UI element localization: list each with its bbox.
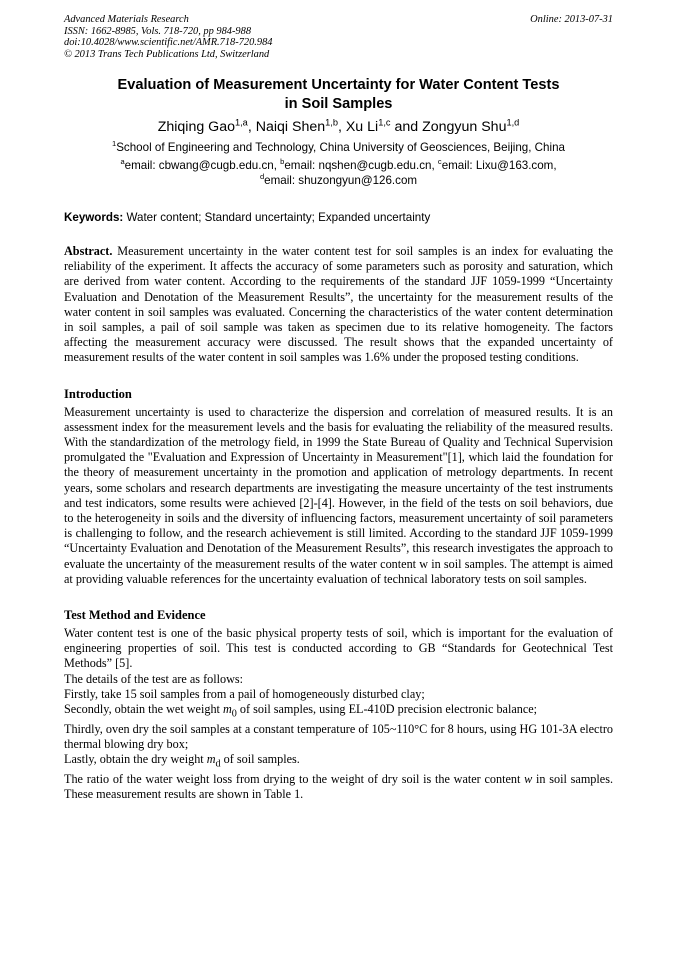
method-body — [64, 626, 613, 802]
step-text: of soil samples. — [220, 752, 300, 767]
section-heading-introduction: Introduction — [64, 386, 132, 401]
method-step-second — [64, 702, 613, 722]
email-text: email: Lixu@163.com, — [441, 159, 557, 172]
author-superscript: 1,c — [378, 117, 391, 128]
step-text: of soil samples, using EL-410D precision electronic balance; — [236, 702, 538, 717]
online-date: Online: 2013-07-31 — [530, 14, 613, 25]
author-separator: , — [247, 119, 256, 135]
email-text: email: nqshen@cugb.edu.cn, — [284, 159, 438, 172]
keywords-text: Water content; Standard uncertainty; Expanded uncertainty — [123, 211, 431, 224]
ratio-text: in soil samples. These measurement results are shown in Table 1. — [64, 771, 613, 801]
email-superscript: c — [437, 157, 442, 167]
paper-title — [64, 76, 613, 114]
email-line-1 — [64, 158, 613, 173]
email-superscript: d — [259, 172, 265, 182]
introduction-body: Measurement uncertainty is used to characterize the dispersion and correlation of measured results. It is an assessment index for the measurement levels and the basis for evaluating the reliability of the measured results. With the standardization of the metrology field, in 1999 the State Bureau of Quality and Technical Supervision promulgated the "Evaluation and Expression of Uncertainty in Measurement"[1], which laid the foundation for the theory of measurement uncertainty in the promotion and application of metrology departments. In recent years, some scholars and research departments are investigating the measure uncertainty of the test instruments and test indicators, some results were achieved [2]-[4]. However, in the field of the tests on soil behaviors, due to the heterogeneity in soils and the diversity of influencing factors, measurement uncertainty of soil parameters is challenging to follow, and the research achievement is still limited. According to the standard JJF 1059-1999 “Uncertainty Evaluation and Denotation of the Measurement Results”, this research investigates the approach to evaluate the uncertainty of the measurement results of the water content w in soil samples. The attempt is aimed at providing valuable references for the uncertainty evaluation of technical laboratory tests on soil samples. — [64, 404, 613, 586]
abstract-label: Abstract. — [64, 244, 113, 258]
title-line-2: in Soil Samples — [284, 96, 393, 112]
title-line-1: Evaluation of Measurement Uncertainty for Water Content Tests — [117, 77, 560, 93]
journal-header — [64, 14, 613, 60]
method-details-line: The details of the test are as follows: — [64, 671, 244, 686]
step-text: Lastly, obtain the dry weight — [64, 752, 207, 767]
ratio-text: The ratio of the water weight loss from drying to the weight of dry soil is the water content — [64, 771, 525, 786]
author-separator: and — [390, 119, 423, 135]
copyright-line: © 2013 Trans Tech Publications Ltd, Switzerland — [64, 48, 270, 60]
author-list — [64, 118, 613, 136]
variable-m: m — [222, 702, 232, 717]
method-step-third: Thirdly, oven dry the soil samples at a constant temperature of 105~110°C for 8 hours, using HG 101-3A electro thermal blowing dry box; — [64, 721, 613, 751]
abstract-text: Measurement uncertainty in the water content test for soil samples is an index for evaluating the reliability of the experiment. It affects the accuracy of some parameters such as porosity and saturation, which are derived from water content. According to the requirements of the standard JJF 1059-1999 “Uncertainty Evaluation and Denotation of the Measurement Results”, the uncertainty for the measurement results of the water content in soil samples was evaluated. Concerning the characteristics of the water content determination in soil samples, a pail of soil sample was taken as specimen due to its relative homogeneity. The factors affecting the measurement accuracy were discussed. The result shows that the expanded uncertainty of measurement results of the water content in soil samples was 1.6% under the proposed testing conditions. — [64, 244, 613, 365]
subscript: d — [215, 758, 221, 770]
section-heading-method: Test Method and Evidence — [64, 608, 206, 623]
method-step-last — [64, 752, 613, 772]
email-superscript: b — [280, 157, 285, 167]
author-name: Xu Li — [345, 119, 379, 135]
doi-line: doi:10.4028/www.scientific.net/AMR.718-720.984 — [64, 37, 273, 48]
method-paragraph: Water content test is one of the basic physical property tests of soil, which is important for the evaluation of engineering properties of soil. This test is conducted according to GB “Standards for Geotechnical Test Methods” [5]. — [64, 626, 613, 671]
variable-m: m — [206, 752, 216, 767]
author-name: Zongyun Shu — [422, 119, 507, 135]
variable-w: w — [524, 771, 533, 786]
abstract — [64, 244, 613, 366]
affiliation-superscript: 1 — [112, 139, 117, 149]
subscript: 0 — [231, 708, 237, 720]
email-text: email: cbwang@cugb.edu.cn, — [124, 159, 281, 172]
method-ratio — [64, 772, 613, 802]
keywords-label: Keywords: — [64, 211, 124, 224]
author-name: Zhiqing Gao — [157, 119, 235, 135]
issn-line: ISSN: 1662-8985, Vols. 718-720, pp 984-988 — [64, 25, 252, 37]
author-superscript: 1,d — [506, 117, 520, 128]
email-superscript: a — [120, 157, 125, 167]
email-text: email: shuzongyun@126.com — [264, 174, 418, 187]
step-text: Secondly, obtain the wet weight — [64, 702, 223, 717]
author-separator: , — [337, 119, 346, 135]
affiliation-text: School of Engineering and Technology, China University of Geosciences, Beijing, China — [116, 141, 565, 154]
email-line-2 — [64, 173, 613, 188]
page — [64, 14, 613, 802]
keywords — [64, 210, 613, 225]
method-step-first: Firstly, take 15 soil samples from a pail of homogeneously disturbed clay; — [64, 686, 425, 701]
journal-name: Advanced Materials Research — [64, 14, 189, 25]
email-list — [64, 158, 613, 188]
author-name: Naiqi Shen — [255, 119, 326, 135]
author-superscript: 1,b — [325, 117, 338, 128]
author-superscript: 1,a — [234, 117, 248, 128]
affiliation — [64, 140, 613, 155]
